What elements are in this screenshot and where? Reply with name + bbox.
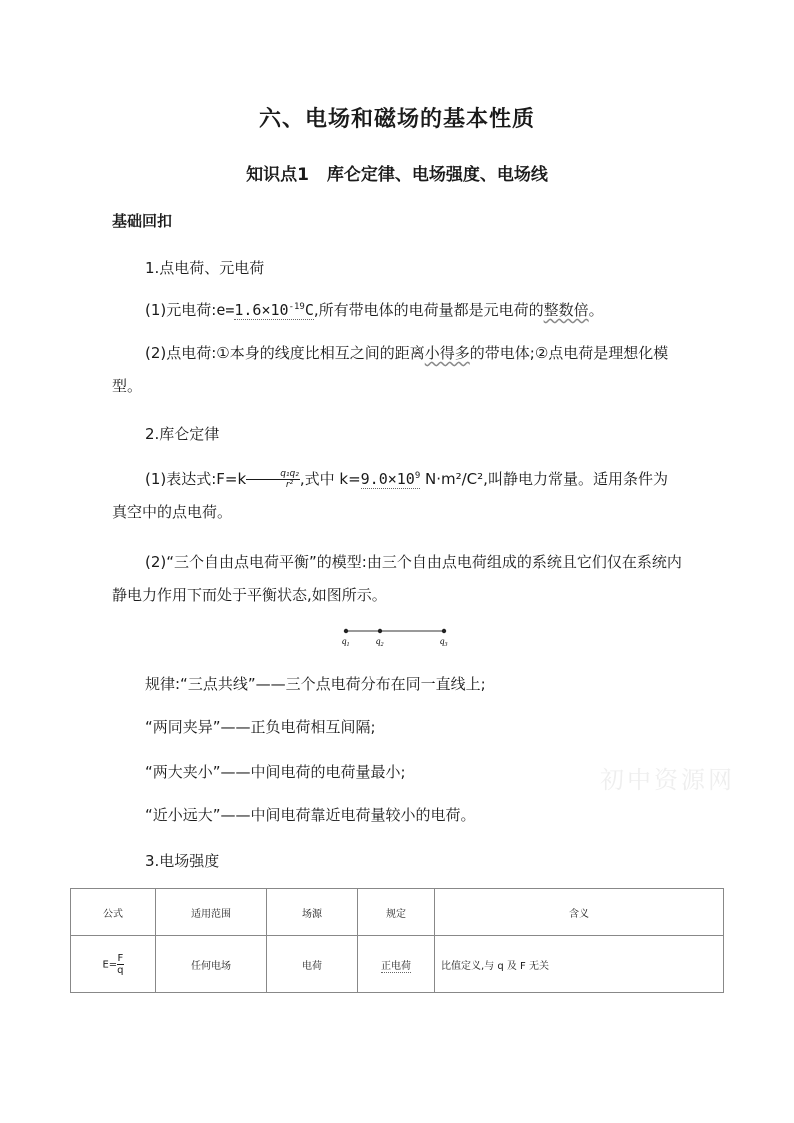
item2-heading: 2.库仑定律 (145, 425, 220, 443)
integer-multiple-key: 整数倍 (543, 301, 589, 319)
item1-heading: 1.点电荷、元电荷 (145, 259, 265, 277)
cell-formula: E= $\frac{F}{q}$ (71, 936, 156, 993)
coulomb-constant-value: $9.0\times 10^9$ (360, 470, 421, 488)
header-source: 场源 (267, 889, 358, 936)
three-charge-figure (338, 622, 458, 650)
header-rule: 规定 (358, 889, 435, 936)
item1-paragraph2: (2)点电荷:①本身的线度比相互之间的距离小得多的带电体;②点电荷是理想化模型。 (112, 344, 669, 395)
field-fraction: $\frac{F}{q}$ (117, 952, 124, 976)
cell-source: 电荷 (267, 936, 358, 993)
item3-heading: 3.电场强度 (145, 852, 220, 870)
header-meaning: 含义 (435, 889, 724, 936)
rule-line-2: “两同夹异”——正负电荷相互间隔; (145, 718, 376, 736)
rule-line-1: 规律:“三点共线”——三个点电荷分布在同一直线上; (145, 675, 486, 693)
header-formula: 公式 (71, 889, 156, 936)
item2-paragraph2: (2)“三个自由点电荷平衡”的模型:由三个自由点电荷组成的系统且它们仅在系统内静电力作用下而处于平衡状态,如图所示。 (112, 553, 682, 604)
knowledge-point-topic: 库仑定律、电场强度、电场线 (326, 165, 548, 185)
charge-label-q2: $q_2$ (376, 636, 384, 648)
cell-rule: 正电荷 (358, 936, 435, 993)
charge-dot-q2 (378, 629, 382, 633)
rule-line-3: “两大夹小”——中间电荷的电荷量最小; (145, 763, 406, 781)
electric-field-table (70, 888, 724, 993)
coulomb-fraction: $\frac{\text{q₁q₂}}{\text{r²}}$ (246, 469, 300, 490)
much-smaller-key: 小得多 (424, 344, 470, 362)
charge-dot-q3 (442, 629, 446, 633)
item1-paragraph1: (1)元电荷$:e=1.6\times 10^{-19}C$,所有带电体的电荷量都是元电荷的整数倍。 (145, 301, 604, 319)
section-label: 基础回扣 (112, 212, 173, 230)
table-header-row (71, 889, 724, 936)
knowledge-point-heading (0, 160, 794, 185)
cell-meaning: 比值定义,与 q 及 F 无关 (435, 936, 724, 993)
charge-dot-q1 (344, 629, 348, 633)
cell-scope: 任何电场 (156, 936, 267, 993)
charge-label-q1: $q_1$ (342, 636, 350, 648)
table-row (71, 936, 724, 993)
header-scope: 适用范围 (156, 889, 267, 936)
watermark: 初中资源网 (600, 766, 735, 794)
charge-label-q3: $q_3$ (440, 636, 448, 648)
page-title: 六、电场和磁场的基本性质 (258, 107, 535, 132)
elementary-charge-value: $1.6\times 10^{-19}C$ (234, 301, 314, 319)
knowledge-point-number: 知识点1 (246, 165, 309, 185)
rule-line-4: “近小远大”——中间电荷靠近电荷量较小的电荷。 (145, 806, 476, 824)
item2-paragraph1: (1)表达式:F=k $\frac{\text{q₁q₂}}{\text{r²}}$ ,式中 $k=9.0\times 10^9$ N·m²/C²,叫静电力常量。适用条件为真空中的点电荷。 (112, 469, 668, 521)
